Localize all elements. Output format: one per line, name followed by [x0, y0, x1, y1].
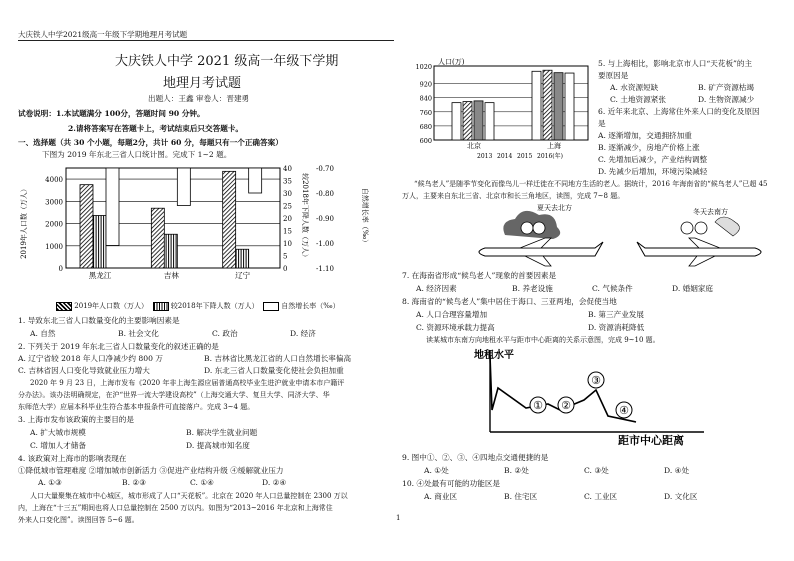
left-tick-label: 4000 — [45, 176, 63, 185]
left-tick-label: 3000 — [45, 198, 63, 207]
bar-上海-2016(年) — [565, 73, 574, 140]
q3-opt-d: D. 提高城市知名度 — [186, 441, 250, 450]
q10-opt-d: D. 文化区 — [664, 492, 698, 501]
q6-opt-a: A. 逐渐增加，交通拥挤加重 — [598, 131, 692, 140]
q8-stem: 8. 海南省的“候鸟老人”集中居住于海口、三亚两地，会促使当地 — [402, 297, 617, 306]
q4-opt-a: A. ①③ — [38, 478, 62, 487]
right1-tick-label: 5 — [283, 252, 288, 261]
bar-北京-2013 — [452, 103, 461, 140]
q8-opt-d: D. 资源消耗降低 — [588, 323, 645, 332]
tick-label-2: 600 — [419, 137, 432, 145]
right1-tick-label: 40 — [283, 165, 292, 173]
q6-opt-c: C. 先增加后减少，产业结构调整 — [598, 155, 708, 164]
bar-decrease — [236, 249, 249, 268]
bar-北京-2014 — [463, 102, 472, 140]
bar-decrease — [164, 234, 177, 268]
q9-opt-c: C. ③处 — [584, 466, 609, 475]
legend-growth: 自然增长率（‰） — [281, 302, 340, 310]
legend-year: 2014 — [497, 153, 513, 160]
rent-distance-chart — [468, 348, 708, 446]
q2-opt-c: C. 吉林省因人口变化导致就业压力增大 — [18, 366, 150, 375]
q4-opt-b: B. ②③ — [122, 478, 147, 487]
legend-swatch-lines — [153, 302, 169, 311]
section-intro: 下图为 2019 年东北三省人口统计图。完成下 1~2 题。 — [42, 150, 232, 159]
left-axis-label: 2019年人口数（万人） — [20, 185, 28, 259]
migrant-population-chart — [402, 56, 592, 166]
rent-points — [530, 372, 632, 418]
q2-opt-a: A. 辽宁省较 2018 年人口净减少约 800 万 — [18, 354, 163, 363]
q9-opt-b: B. ②处 — [504, 466, 529, 475]
q10-opt-b: B. 住宅区 — [504, 492, 538, 501]
q1-opt-c: C. 政治 — [212, 329, 238, 338]
running-header: 大庆铁人中学2021级高一年级下学期地理月考试题 — [18, 30, 188, 39]
bar-growth-rate — [106, 168, 119, 246]
page-number: 1 — [396, 514, 401, 522]
population-chart — [18, 162, 380, 300]
q7-stem: 7. 在海南省形成“候鸟老人”现象的首要因素是 — [402, 271, 557, 280]
point-3: ③ — [591, 374, 601, 387]
bar-growth-rate — [249, 168, 262, 193]
right1-tick-label: 30 — [283, 190, 292, 198]
q10-stem: 10. ④处最有可能的功能区是 — [402, 479, 501, 488]
legend-population: 2019年人口数（万人） — [74, 302, 149, 310]
q1-opt-b: B. 社会文化 — [118, 329, 159, 338]
q2-opt-b: B. 吉林省比黑龙江省的人口自然增长率偏高 — [204, 354, 352, 363]
q6-opt-d: D. 先减少后增加，环境污染减轻 — [598, 167, 708, 176]
chart2-y-label: 人口(万) — [438, 58, 465, 66]
legend-swatch-white — [263, 302, 279, 311]
tick-label-2: 680 — [419, 122, 432, 131]
q10-opt-a: A. 商业区 — [424, 492, 458, 501]
passage4-line1: “候鸟老人”是随季节变化而像鸟儿一样迁徙在不同地方生活的老人。据统计，2016 年海南省的“候鸟老人”已超 45 — [414, 180, 768, 188]
title-line1: 大庆铁人中学 2021 级高一年级下学期 — [115, 54, 339, 69]
point-2: ② — [561, 399, 571, 412]
bar-population — [151, 208, 164, 268]
q9-opt-d: D. ④处 — [664, 466, 690, 475]
section-heading: 一、选择题（共 30 个小题，每题2分，共计 60 分，每题只有一个正确答案） — [18, 138, 283, 147]
right1-tick-label: 15 — [283, 227, 292, 236]
legend-swatch-hatch — [56, 302, 72, 311]
q5-opt-a: A. 水资源短缺 — [610, 83, 659, 92]
migration-illustration — [465, 200, 765, 268]
passage2-line2: 分办法》。该办法明确规定，在沪“世界一流大学建设高校”（上海交通大学、复旦大学、同济大学、华 — [18, 391, 330, 399]
right1-tick-label: 20 — [283, 215, 292, 223]
q5-stem: 5. 与上海相比，影响北京市人口“天花板”的主 — [598, 59, 753, 68]
bar-population — [80, 185, 93, 268]
q6-stem2: 是 — [598, 119, 606, 128]
q5-opt-b: B. 矿产资源枯竭 — [698, 83, 754, 92]
passage4-line2: 万人，主要来自东北三省、北京市和长三角地区，读图，完成 7~8 题。 — [402, 192, 625, 200]
q4-opt-c: C. ①④ — [190, 478, 214, 487]
q4-items: ①降低城市管理难度 ②增加城市创新活力 ③促进产业结构升级 ④缓解就业压力 — [18, 466, 284, 475]
right-axis-label-2: 自然增长率（‰） — [361, 187, 369, 247]
winter-label: 冬天去南方 — [693, 208, 728, 216]
right2-tick-label: -1.00 — [316, 240, 334, 248]
category-label: 吉林 — [163, 271, 179, 280]
q8-opt-a: A. 人口合理容量增加 — [416, 310, 488, 319]
summer-label: 夏天去北方 — [537, 204, 572, 212]
bar-北京-2016(年) — [485, 103, 494, 140]
right1-tick-label: 35 — [283, 177, 292, 186]
left-tick-label: 2000 — [45, 220, 63, 229]
q10-opt-c: C. 工业区 — [584, 492, 618, 501]
q3-opt-a: A. 扩大城市规模 — [30, 428, 86, 437]
rent-y-label — [474, 348, 514, 361]
group-label: 北京 — [467, 142, 481, 150]
authors: 出题人：王鑫 审卷人：晋建勇 — [148, 94, 250, 103]
summer-scene — [479, 211, 603, 266]
right1-tick-label: 0 — [283, 265, 288, 273]
bar-上海-2013 — [532, 71, 541, 140]
left-tick-label: 1000 — [45, 242, 63, 251]
point-1: ① — [533, 399, 543, 412]
q3-stem: 3. 上海市发布该政策的主要目的是 — [18, 415, 134, 424]
q1-opt-a: A. 自然 — [30, 329, 56, 338]
passage3-line3: 外来人口变化图”。读图回答 5~6 题。 — [18, 516, 139, 524]
bar-population — [223, 171, 236, 268]
winter-scene — [637, 217, 761, 266]
right2-tick-label: -0.90 — [316, 215, 334, 223]
svg-text:地租水平: 地租水平 — [474, 350, 514, 361]
tick-label-2: 840 — [419, 94, 432, 103]
q2-opt-d: D. 东北三省人口数量变化使社会负担加重 — [204, 366, 344, 375]
q3-opt-c: C. 增加人才储备 — [30, 441, 86, 450]
group-label: 上海 — [547, 142, 561, 150]
title-line2: 地理月考试题 — [163, 76, 242, 91]
right1-tick-label: 25 — [283, 202, 292, 211]
q8-opt-c: C. 资源环境承载力提高 — [416, 323, 495, 332]
bar-decrease — [93, 216, 106, 269]
right1-tick-label: 10 — [283, 240, 292, 248]
q7-opt-c: C. 气候条件 — [592, 284, 633, 293]
point-4: ④ — [619, 404, 629, 417]
q6-opt-b: B. 逐渐减少，房地产价格上涨 — [598, 143, 700, 152]
passage2-line3: 东师范大学）应届本科毕业生符合基本申报条件可直接落户。完成 3~4 题。 — [18, 403, 255, 411]
right2-tick-label: -0.80 — [316, 190, 334, 198]
q7-opt-d: D. 婚姻家庭 — [672, 284, 714, 293]
passage3-line2: 内，上海在“十三五”期间也将人口总量控制在 2500 万以内。如图为“2013~2016 年北京和上海常住 — [18, 504, 333, 512]
legend-year: 2013 — [477, 153, 493, 160]
bar-growth-rate — [177, 168, 190, 206]
q5-opt-c: C. 土地资源紧张 — [610, 95, 666, 104]
q1-opt-d: D. 经济 — [290, 329, 316, 338]
q3-opt-b: B. 解决学生就业问题 — [186, 428, 258, 437]
right-axis-label-1: 较2018年下降人数（万人） — [301, 173, 309, 261]
q2-stem: 2. 下列关于 2019 年东北三省人口数量变化的叙述正确的是 — [18, 342, 219, 351]
q7-opt-a: A. 经济因素 — [416, 284, 457, 293]
exam-info-1: 试卷说明：1.本试题满分 100分，答题时间 90 分钟。 — [18, 109, 205, 118]
bar-上海-2014 — [543, 70, 552, 140]
legend-year: 2016(年) — [537, 153, 563, 160]
q6-stem: 6. 近年来北京、上海常住外来人口的变化及原因 — [598, 107, 760, 116]
exam-info-2: 2.请将答案写在答题卡上，考试结束后只交答题卡。 — [68, 124, 243, 133]
q4-opt-d: D. ②④ — [262, 478, 287, 487]
q7-opt-b: B. 养老设施 — [512, 284, 553, 293]
q1-stem: 1. 导致东北三省人口数量变化的主要影响因素是 — [18, 316, 180, 325]
bar-北京-2015 — [474, 101, 483, 140]
bar-上海-2015 — [554, 73, 563, 140]
chart1-legend — [56, 301, 340, 311]
q9-opt-a: A. ①处 — [424, 466, 449, 475]
q5-opt-d: D. 生物资源减少 — [698, 95, 755, 104]
category-label: 辽宁 — [235, 271, 251, 280]
tick-label-2: 760 — [419, 108, 432, 117]
q4-stem: 4. 该政策对上海市的影响表现在 — [18, 454, 127, 463]
passage5: 读某城市东南方向地租水平与距市中心距离的关系示意图，完成 9~10 题。 — [426, 336, 660, 344]
q5-stem2: 要原因是 — [598, 71, 629, 80]
q8-opt-b: B. 第三产业发展 — [588, 310, 644, 319]
q9-stem: 9. 图中①、②、③、④四地点交通便捷的是 — [402, 453, 549, 462]
legend-decrease: 较2018年下降人数（万人） — [170, 302, 259, 310]
legend-year: 2015 — [517, 153, 533, 160]
right2-tick-label: -0.70 — [316, 165, 334, 173]
passage2-line1: 2020 年 9 月 23 日，上海市发布《2020 年非上海生源应届普通高校毕业生进沪就业申请本市户籍评 — [30, 379, 345, 387]
tick-label-2: 1020 — [415, 63, 432, 71]
rent-x-label: 距市中心距离 — [618, 434, 684, 446]
left-tick-label: 0 — [58, 265, 63, 273]
category-label: 黑龙江 — [88, 271, 112, 280]
tick-label-2: 920 — [419, 80, 432, 89]
passage3-line1: 人口大量聚集在城市中心城区，城市形成了人口“天花板”。北京在 2020 年人口总量控制在 2300 万以 — [30, 492, 348, 500]
right2-tick-label: -1.10 — [316, 265, 334, 273]
